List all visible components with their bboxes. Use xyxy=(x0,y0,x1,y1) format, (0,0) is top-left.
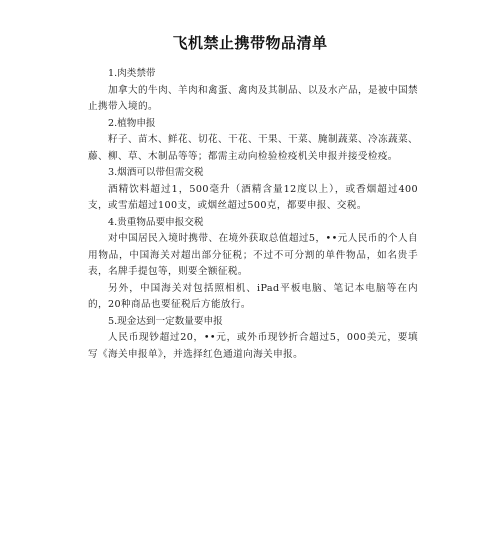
page-title: 飞机禁止携带物品清单 xyxy=(172,34,328,52)
section-paragraph: 另外，中国海关对包括照相机、iPad平板电脑、笔记本电脑等在内的，20种商品也要征税后方能放行。 xyxy=(88,282,418,310)
section-paragraph: 对中国居民入境时携带、在境外获取总值超过5，••元人民币的个人自用物品，中国海关对超出部分征税；不过不可分割的单件物品，如名贵手表，名牌手提包等，则要全额征税。 xyxy=(88,233,418,277)
section-heading: 2.植物申报 xyxy=(108,117,156,129)
section-heading: 3.烟酒可以带但需交税 xyxy=(108,167,204,178)
section-paragraph: 籽子、苗木、鲜花、切花、干花、干果、干菜、腌制蔬菜、冷冻蔬菜、藤、柳、草、木制品等等；都需主动向检验检疫机关申报并接受检疫。 xyxy=(88,134,418,162)
section-tobacco-alcohol xyxy=(88,165,418,215)
section-heading: 1.肉类禁带 xyxy=(108,68,156,79)
section-heading: 4.贵重物品要申报交税 xyxy=(108,216,204,228)
section-heading: 5.现金达到一定数量要申报 xyxy=(108,315,223,327)
section-paragraph: 加拿大的牛肉、羊肉和禽蛋、禽肉及其制品、以及水产品，是被中国禁止携带入境的。 xyxy=(88,84,418,112)
section-valuables xyxy=(88,215,418,314)
section-meat xyxy=(88,66,418,116)
section-plants xyxy=(88,116,418,166)
section-cash xyxy=(88,314,418,364)
document-body xyxy=(88,66,418,363)
section-paragraph: 酒精饮料超过1，500毫升（酒精含量12度以上），或香烟超过400支，或雪茄超过100支，或烟丝超过500克，都要申报、交税。 xyxy=(88,183,418,211)
section-paragraph: 人民币现钞超过20，••元，或外币现钞折合超过5，000美元，要填写《海关申报单》，并选择红色通道向海关申报。 xyxy=(88,332,418,360)
